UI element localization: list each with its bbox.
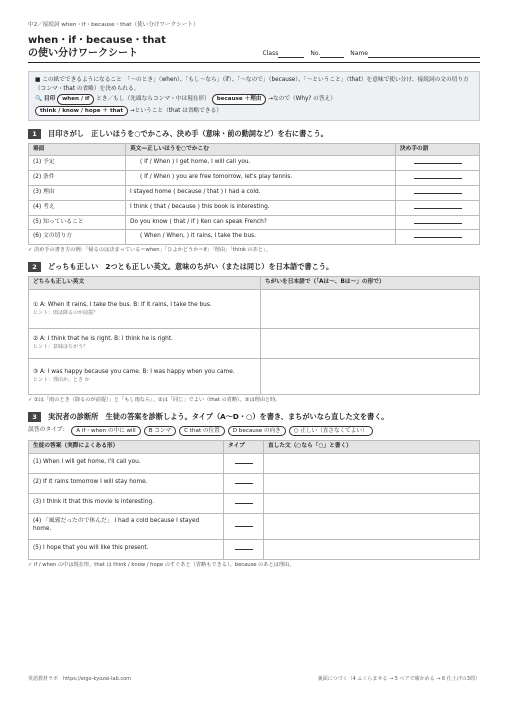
answer-cell[interactable] [396, 186, 480, 201]
mark-text-2: →なので（Why? の答え） [268, 96, 336, 103]
sentence-cell[interactable]: ( When / When, ) it rains, I take the bus. [126, 230, 396, 245]
type-cell[interactable] [224, 473, 264, 493]
type-pill-d: D because の向き [228, 426, 286, 436]
section-1-note: ✓ 決め手の書き方の例：「帰るのは決まっている＝when」「ひよかどうか＝if」「理由」「think のあと」。 [28, 247, 271, 254]
column-header: 直した文（○なら「○」と書く） [264, 441, 480, 454]
scene-cell: (6) 文の切り方 [29, 230, 126, 245]
sentence-cell[interactable]: ( If / When ) I get home, I will call you. [126, 156, 396, 171]
class-field[interactable] [263, 50, 305, 58]
answer-cell[interactable] [396, 215, 480, 230]
intro-marks [35, 94, 473, 104]
mark-text: とき／もし（先頭ならコンマ・中は現在形） [96, 96, 210, 103]
table-header [29, 441, 480, 454]
table-row [29, 289, 480, 328]
sentence-cell[interactable]: I stayed home ( because / that ) I had a cold. [126, 186, 396, 201]
column-header: 場面 [29, 143, 126, 156]
answer-cell[interactable] [261, 328, 480, 358]
title-row [28, 30, 480, 63]
class-label: Class [262, 49, 279, 57]
scene-cell: (3) 理由 [29, 186, 126, 201]
table-row [29, 171, 480, 186]
number-field[interactable] [310, 50, 344, 58]
section-1-table [28, 143, 480, 246]
student-answer: (5) I hope that you will like this present. [29, 539, 224, 559]
scene-cell: (2) 条件 [29, 171, 126, 186]
pill-when-if: when / if [57, 94, 94, 104]
student-answer: (1) When I will get home, I'll call you. [29, 453, 224, 473]
type-pill-a: A if・when の中に will [71, 426, 140, 436]
table-header [29, 277, 480, 290]
type-cell[interactable] [224, 539, 264, 559]
type-cell[interactable] [224, 453, 264, 473]
table-row [29, 215, 480, 230]
scene-cell: (4) 考え [29, 200, 126, 215]
student-info [263, 50, 480, 58]
error-types [28, 426, 480, 436]
fix-cell[interactable] [264, 453, 480, 473]
student-answer: (2) If it rains tomorrow I will stay home. [29, 473, 224, 493]
table-row [29, 200, 480, 215]
table-row [29, 328, 480, 358]
section-number: 3 [28, 412, 41, 422]
column-header: 生徒の答案（実際によくある形） [29, 441, 224, 454]
scene-cell: (5) 知っていること [29, 215, 126, 230]
answer-cell[interactable] [261, 289, 480, 328]
hint: ヒント：雨は降るのが前提？ [33, 309, 99, 316]
search-icon: 🔍 [35, 96, 43, 103]
table-row [29, 230, 480, 245]
mark-label: 目印 [43, 96, 56, 103]
column-header: ちがいを日本語で（「Aは〜、Bは〜」の形で） [261, 277, 480, 290]
section-number: 1 [28, 129, 41, 139]
answer-cell[interactable] [261, 358, 480, 394]
page-title [28, 34, 166, 60]
table-row [29, 358, 480, 394]
hint: ヒント：意味はちがう？ [33, 344, 89, 350]
type-pill-c: C that の位置 [179, 426, 225, 436]
scene-cell: (1) 予定 [29, 156, 126, 171]
answer-cell[interactable] [396, 171, 480, 186]
pill-because: because ＋理由 [212, 94, 267, 104]
column-header: 決め手の語 [396, 143, 480, 156]
fix-cell[interactable] [264, 539, 480, 559]
footer-source: 英語教材ラボ https://eigo-kyozai-lab.com [28, 676, 132, 682]
type-cell[interactable] [224, 513, 264, 539]
footer [28, 676, 480, 683]
sentence-cell[interactable]: ( If / When ) you are free tomorrow, let's play tennis. [126, 171, 396, 186]
footer-continue: 裏面につづく（4 ふくらませる → 5 ペアで確かめる → 6 仕上げの3問） [317, 676, 480, 682]
answer-cell[interactable] [396, 200, 480, 215]
table-row [29, 186, 480, 201]
answer-cell[interactable] [396, 156, 480, 171]
type-cell[interactable] [224, 493, 264, 513]
fix-cell[interactable] [264, 473, 480, 493]
answer-cell[interactable] [396, 230, 480, 245]
hint: ヒント：理由か、とき か [33, 377, 90, 383]
section-number: 2 [28, 262, 41, 272]
sentence-cell[interactable]: I think ( that / because ) this book is interesting. [126, 200, 396, 215]
column-header: 英文—正しいほうを○でかこむ [126, 143, 396, 156]
fix-cell[interactable] [264, 513, 480, 539]
type-pill-ok: ○ 正しい（直さなくてよい） [289, 426, 373, 436]
pair-cell: ③ A: I was happy because you came. B: I was happy when you came. ヒント：理由か、とき か [29, 358, 261, 394]
column-header: どちらも正しい英文 [29, 277, 261, 290]
table-row [29, 453, 480, 473]
section-title: 実況者の診断所 生徒の答案を診断しよう。タイプ（A〜D・○）を書き、まちがいなら直した文を書く。 [48, 412, 389, 422]
table-row [29, 156, 480, 171]
section-1-heading [28, 129, 480, 139]
table-row [29, 473, 480, 493]
table-row [29, 513, 480, 539]
section-2-note: ✓ ①は「雨のとき（降るのが前提）」と「もし雨なら」。②は「同じ」でよい（that の省略）。③は理由と時。 [28, 396, 281, 403]
title-line-2: の使い分けワークシート [28, 47, 138, 59]
section-2-heading [28, 262, 480, 272]
breadcrumb: 中2／接続詞 when・if・because・that（使い分けワークシート） [28, 22, 199, 28]
pill-think: think / know / hope ＋ that [35, 106, 128, 116]
section-2-table [28, 276, 480, 395]
fix-cell[interactable] [264, 493, 480, 513]
pair-cell: ② A: I think that he is right. B: I think he is right. ヒント：意味はちがう？ [29, 328, 261, 358]
table-row [29, 493, 480, 513]
section-3-note: ✓ if / when の中は現在形。that は think / know / hope のすぐあと（省略もできる）。because のあとは理由。 [28, 561, 295, 568]
name-label: Name [350, 49, 368, 57]
type-pill-b: B コンマ [144, 426, 176, 436]
table-header [29, 143, 480, 156]
intro-marks-2 [35, 106, 473, 116]
types-label: 誤答のタイプ： [28, 427, 69, 434]
number-label: No. [310, 49, 321, 57]
section-3-heading [28, 412, 480, 422]
pair-cell: ① A: When it rains, I take the bus. B: If it rains, I take the bus. ヒント：雨は降るのが前提？ [29, 289, 261, 328]
section-3-table [28, 440, 480, 560]
name-field[interactable] [350, 50, 480, 58]
student-answer: (3) I think it that this movie is interesting. [29, 493, 224, 513]
intro-box [28, 71, 480, 121]
student-answer: (4) 「風邪だったので休んだ」 I had a cold because I stayed home. [29, 513, 224, 539]
section-title: どっちも正しい 2つとも正しい英文。意味のちがい（または同じ）を日本語で書こう。 [48, 262, 334, 272]
table-row [29, 539, 480, 559]
mark-text-3: →ということ（that は省略できる） [129, 107, 222, 114]
title-line-1: when・if・because・that [28, 34, 166, 46]
section-title: 目印さがし 正しいほうを○でかこみ、決め手（意味・前の動詞など）を右に書こう。 [48, 128, 328, 138]
sentence-cell[interactable]: Do you know ( that / if ) Ken can speak French? [126, 215, 396, 230]
intro-goal: ■ この紙でできるようになること 「〜のとき」（when）、「もし〜なら」（if）、「〜なので」（because）、「〜ということ」（that）を意味で使い分け、接続詞の文の切り方（コンマ・that の省略）を決められる。 [35, 76, 469, 92]
column-header: タイプ [224, 441, 264, 454]
